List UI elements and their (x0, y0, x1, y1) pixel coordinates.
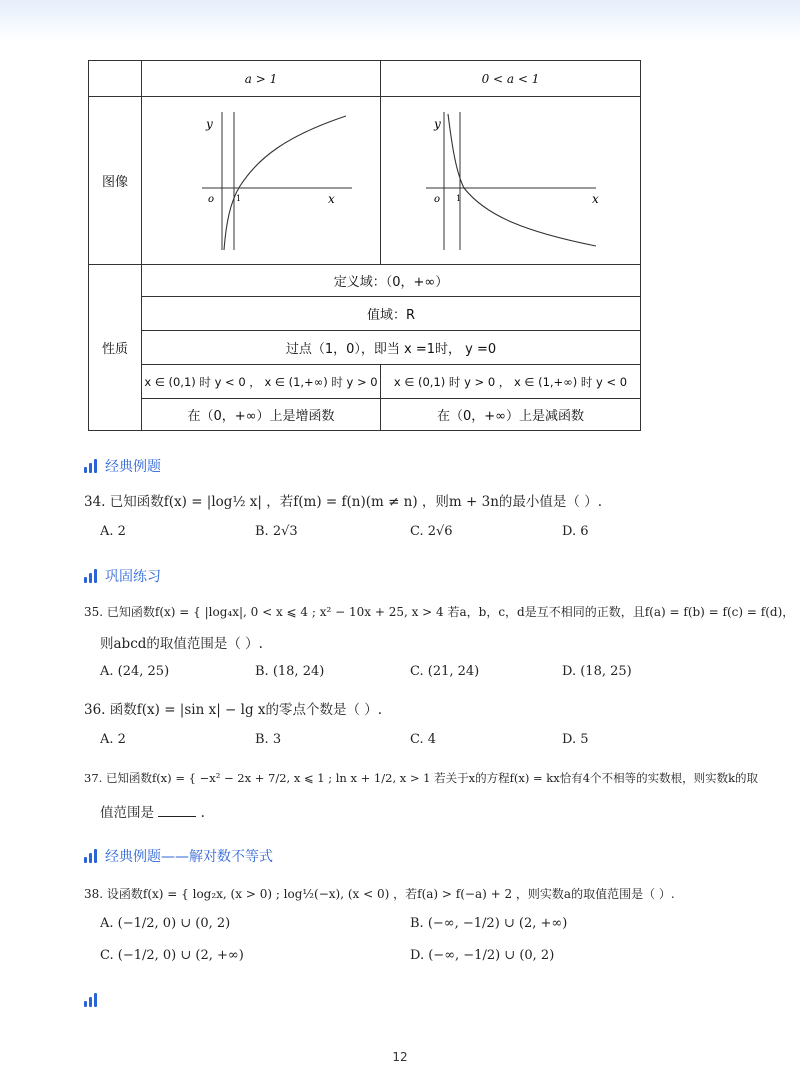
increasing-log-graph (166, 106, 356, 256)
page-number: 12 (392, 1050, 408, 1064)
monotonic-decreasing-cell: 在（0，+∞）上是减函数 (381, 399, 641, 431)
sign-left-cell: x ∈ (0,1) 时 y < 0 ， x ∈ (1,+∞) 时 y > 0 (142, 365, 381, 399)
option-c[interactable]: C. (21, 24) (410, 664, 480, 679)
option-d[interactable]: D. (−∞, −1/2) ∪ (0, 2) (410, 948, 555, 963)
graph-increasing-cell (142, 97, 381, 265)
question-35-line-2: 则abcd的取值范围是（ ）. (100, 636, 263, 652)
row-label-graph: 图像 (89, 97, 142, 265)
section-heading-empty (84, 990, 105, 1010)
bar-chart-icon (84, 569, 97, 583)
x-axis-label: x (591, 191, 599, 206)
answer-blank[interactable] (158, 802, 196, 817)
option-b[interactable]: B. 3 (255, 732, 282, 747)
section-heading-examples (84, 456, 161, 476)
question-37-text: 值范围是 (100, 805, 154, 821)
origin-label: o (208, 193, 215, 205)
one-tick-label: 1 (455, 193, 461, 203)
domain-cell: 定义域：（0，+∞） (142, 265, 641, 297)
option-c[interactable]: C. (−1/2, 0) ∪ (2, +∞) (100, 948, 244, 963)
decreasing-log-graph (416, 106, 606, 256)
option-d[interactable]: D. 6 (562, 524, 589, 539)
option-b[interactable]: B. (18, 24) (255, 664, 325, 679)
table-corner-cell (89, 61, 142, 97)
y-axis-label: y (433, 116, 441, 131)
question-38: 38. 设函数f(x) = { log₂x, (x > 0) ; log½(−x), (x < 0) ，若f(a) > f(−a) + 2 ，则实数a的取值范围是（ ）. (84, 887, 675, 901)
header-a-between-0-1: 0 < a < 1 (381, 61, 641, 97)
question-37-line-1: 37. 已知函数f(x) = { −x² − 2x + 7/2, x ⩽ 1 ; ln x + 1/2, x > 1 若关于x的方程f(x) = kx恰有4个不相等的实数根，则实数k的取 (84, 771, 759, 785)
row-label-properties: 性质 (89, 265, 142, 431)
fixed-point-cell: 过点（1，0），即当 x =1时， y =0 (142, 331, 641, 365)
x-axis-label: x (328, 191, 335, 206)
question-34: 34. 已知函数f(x) = |log½ x| ，若f(m) = f(n)(m ≠ n) ，则m + 3n的最小值是（ ）. (84, 494, 602, 510)
bar-chart-icon (84, 849, 97, 863)
option-c[interactable]: C. 4 (410, 732, 437, 747)
option-c[interactable]: C. 2√6 (410, 524, 453, 539)
header-a-greater-1: a > 1 (142, 61, 381, 97)
option-a[interactable]: A. 2 (100, 524, 126, 539)
top-decoration-band (0, 0, 800, 40)
option-b[interactable]: B. 2√3 (255, 524, 298, 539)
option-a[interactable]: A. 2 (100, 732, 126, 747)
log-function-properties-table (88, 60, 641, 431)
section-title: 巩固练习 (105, 569, 161, 585)
range-cell: 值域：R (142, 297, 641, 331)
monotonic-increasing-cell: 在（0，+∞）上是增函数 (142, 399, 381, 431)
question-35-line-1: 35. 已知函数f(x) = { |log₄x|, 0 < x ⩽ 4 ; x² − 10x + 25, x > 4 若a，b，c，d是互不相同的正数，且f(a) = f(b) = f(c) = f(d)， (84, 605, 795, 619)
option-d[interactable]: D. (18, 25) (562, 664, 632, 679)
option-b[interactable]: B. (−∞, −1/2) ∪ (2, +∞) (410, 916, 568, 931)
graph-decreasing-cell (381, 97, 641, 265)
question-37-line-2 (100, 802, 760, 823)
origin-label: o (433, 193, 440, 205)
section-title: 经典例题——解对数不等式 (105, 849, 273, 865)
one-tick-label: 1 (236, 193, 242, 203)
option-a[interactable]: A. (−1/2, 0) ∪ (0, 2) (100, 916, 231, 931)
bar-chart-icon (84, 459, 97, 473)
sign-right-cell: x ∈ (0,1) 时 y > 0 ， x ∈ (1,+∞) 时 y < 0 (381, 365, 641, 399)
question-37-period: . (200, 805, 205, 821)
bar-chart-icon (84, 993, 97, 1007)
option-a[interactable]: A. (24, 25) (100, 664, 170, 679)
option-d[interactable]: D. 5 (562, 732, 589, 747)
section-title: 经典例题 (105, 459, 161, 475)
section-heading-log-inequalities (84, 846, 273, 866)
section-heading-practice (84, 566, 161, 586)
question-36: 36. 函数f(x) = |sin x| − lg x的零点个数是（ ）. (84, 702, 383, 718)
y-axis-label: y (206, 116, 213, 131)
